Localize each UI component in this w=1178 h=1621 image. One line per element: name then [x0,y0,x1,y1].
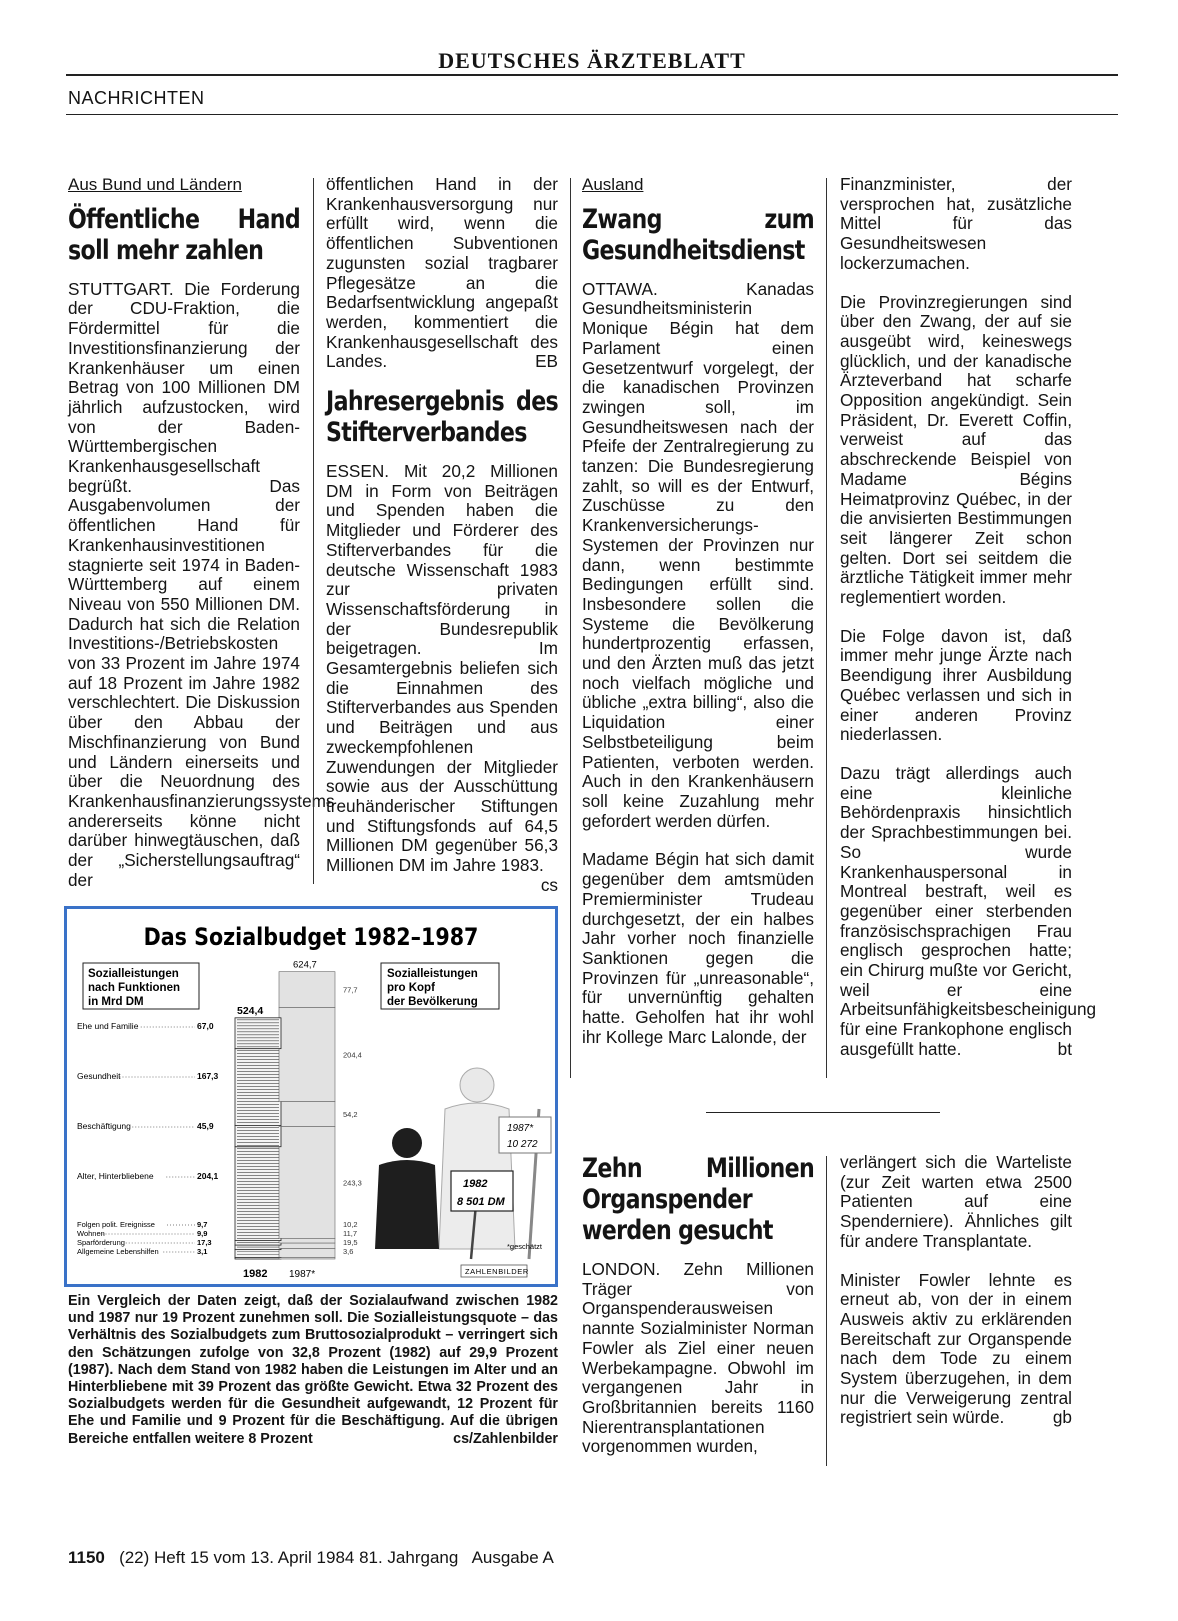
segment-value-1987: 243,3 [343,1178,362,1188]
figure-1982-body [375,1160,439,1249]
segment-value-1987: 54,2 [343,1109,358,1119]
article1-body: STUTTGART. Die Forderung der CDU-Fraktion, die Fördermittel für die Investitionsfinanzierung der Krankenhäuser um einen Betrag von 100 Millionen DM jährlich aufzustocken, wird von der Baden-Württembergischen Krankenhausgesellschaft begrüßt. Das Ausgabenvolumen der öffentlichen Hand für Krankenhausinvestitionen stagnierte seit 1974 in Baden-Württemberg auf einem Niveau von 550 Millionen DM. Dadurch hat sich die Relation Investitions-/Betriebskosten von 33 Prozent im Jahre 1974 auf 18 Prozent im Jahre 1982 verschlechtert. Die Diskussion über den Abbau der Mischfinanzierung von Bund und Ländern einerseits und über die Neuordnung des Krankenhausfinanzierungssystems andererseits könne nicht darüber hinwegtäuschen, daß der „Sicherstellungsauftrag“ der [68,278,335,890]
article1-continuation: öffentlichen Hand in der Krankenhausversorgung nur erfüllt wird, wenn die öffentlichen Subventionen zugunsten sozial tragbarer Pflegesätze an die Bedarfsentwicklung angepaßt werden, kommentiert die Krankenhausgesellschaft des Landes. [326,174,558,372]
chart-caption [68,1293,558,1448]
headline-article3: Zwang zum Gesundheitsdienst [582,203,815,266]
per-capita-value-1982: 8 501 DM [457,1196,505,1208]
segment-value-1987: 11,7 [343,1229,358,1238]
bar-segment-1987 [279,1238,335,1243]
article4-paragraph: verlängert sich die Warteliste (zur Zeit warten etwa 2500 Patienten auf eine Spenderniere). Ähnliches gilt für andere Transplantate. [840,1152,1072,1251]
segment-label: Beschäftigung [77,1121,131,1131]
column-3 [582,175,814,1047]
right-label-line: pro Kopf [387,982,435,994]
section-rule [66,114,1118,115]
bar-segment-1987 [279,1007,335,1101]
segment-label: Ehe und Familie [77,1021,139,1031]
segment-value-1987: 10,2 [343,1220,358,1229]
caption-text: Ein Vergleich der Daten zeigt, daß der Sozialaufwand zwischen 1982 und 1987 nur 19 Prozent zunehmen soll. Die Sozialleistungsquote – das Verhältnis des Sozialbudgets zum Bruttosozialprodukt – verringert sich den Schätzungen zufolge von 32,8 Prozent (1982) auf 29,9 Prozent (1987). Nach dem Stand von 1982 haben die Leistungen im Alter und an Hinterbliebene mit 39 Prozent das größte Gewicht. Etwa 32 Prozent des Sozialbudgets werden für die Gesundheit aufgewandt, 12 Prozent für Ehe und Familie und 9 Prozent für die Beschäftigung. Auf die übrigen Bereiche entfallen weitere 8 Prozent [68,1293,558,1447]
caption-source: cs/Zahlenbilder [453,1430,558,1447]
article2-signature: cs [540,874,558,895]
column-4 [840,174,1097,1060]
left-label-line: nach Funktionen [88,982,180,994]
article3-paragraph: OTTAWA. Kanadas Gesundheitsministerin Monique Bégin hat dem Parlament einen Gesetzentwurf vorgelegt, der die kanadischen Provinzen zwingen soll, im Gesundheitswesen nach der Pfeife der Zentralregierung zu tanzen: Die Bundesregierung zahlt, so will es der Entwurf, Zuschüsse zu den Krankenversicherungs-Systemen der Provinzen nur dann, wenn bestimmte Bedingungen erfüllt sind. Insbesondere sollen die Systeme die Bevölkerung hundertprozentig erfassen, und den Ärzten muß das jetzt noch vielfach mögliche und übliche „extra billing“, also die Liquidation einer Selbstbeteiligung beim Patienten, verboten werden. Auch in den Krankenhäusern soll keine Zuzahlung mehr gefordert werden dürfen. [582,278,814,831]
article3-paragraph: Die Folge davon ist, daß immer mehr junge Ärzte nach Beendigung ihrer Ausbildung Québec verlassen und sich in einer anderen Provinz niederlassen. [840,625,1072,745]
segment-value-1982: 17,3 [197,1238,212,1247]
chart-title: Das Sozialbudget 1982–1987 [143,923,479,952]
segment-value-1987: 19,5 [343,1238,358,1247]
edition: Ausgabe A [471,1548,554,1567]
x-label-1982: 1982 [243,1268,268,1280]
rubric-domestic: Aus Bund und Ländern [68,175,242,194]
per-capita-year-1982: 1982 [463,1178,488,1190]
x-label-1987: 1987* [289,1269,316,1280]
article4-signature: gb [1052,1407,1072,1428]
article3-paragraph: Die Provinzregierungen sind über den Zwang, der auf sie ausgeübt wird, keineswegs glücklich, und der kanadische Ärzteverband hat scharfe Opposition angekündigt. Sein Präsident, Dr. Everett Coffin, verweist auf das abschreckende Beispiel von Madame Bégins Heimatprovinz Québec, in der die anvisierten Bestimmungen seit längerer Zeit schon gelten. Dort sei seitdem die ärztliche Tätigkeit immer mehr reglementiert worden. [840,291,1072,608]
total-1982: 524,4 [237,1004,264,1017]
segment-label: Wohnen [77,1229,105,1238]
segment-label: Folgen polit. Ereignisse [77,1220,155,1229]
total-1987: 624,7 [293,959,317,971]
per-capita-value-1987: 10 272 [507,1139,538,1150]
article4-paragraph: Minister Fowler lehnte es erneut ab, von der in einem Ausweis aktiv zu erklärenden Bereitschaft zur Organspende nach dem Tode zu einem System überzugehen, in dem nur die Verweigerung zentral registriert sein würde. [840,1269,1072,1428]
bar-segment-1982 [235,1126,281,1147]
bar-segment-1987 [279,1101,335,1126]
article3-paragraph: Finanzminister, der versprochen hat, zusätzliche Mittel für das Gesundheitswesen lockerzumachen. [840,174,1072,273]
bar-segment-1987 [279,972,335,1008]
chart-canvas [67,909,555,1284]
column-3-lower [582,1153,814,1457]
segment-label: Gesundheit [77,1071,121,1081]
segment-value-1982: 204,1 [197,1171,219,1181]
headline-article4: Zehn Millionen Organspender werden gesucht [582,1153,815,1246]
segment-value-1982: 3,1 [197,1247,208,1256]
page-footer [68,1548,554,1568]
segment-value-1982: 167,3 [197,1071,219,1081]
column-divider [826,1156,827,1466]
segment-value-1982: 9,9 [197,1229,208,1238]
segment-label: Alter, Hinterbliebene [77,1171,154,1181]
segment-label: Sparförderung [77,1238,125,1247]
article1-signature: EB [535,351,558,372]
bar-segment-1982 [235,1049,281,1126]
segment-value-1982: 9,7 [197,1220,208,1229]
column-1 [68,175,335,891]
article3-paragraph: Madame Bégin hat sich damit gegenüber dem amtsmüden Premierminister Trudeau durchgesetzt, der ein halbes Jahr vorher noch finanzielle Sanktionen gegen die Provinzen für „unreasonable“, für unvernünftig gehalten hatte. Geholfen hat ihr wohl ihr Kollege Marc Lalonde, der [582,849,814,1047]
article-separator [706,1112,940,1113]
masthead-rule [66,74,1118,76]
page-number: 1150 [68,1548,105,1567]
segment-value-1987: 3,6 [343,1247,354,1256]
headline-article2: Jahresergebnis des Stifterverbandes [326,386,559,449]
segment-value-1987: 77,7 [343,985,358,995]
headline-article1: Öffentliche Hand soll mehr zahlen [68,203,301,266]
article4-paragraph: LONDON. Zehn Millionen Träger von Organspenderausweisen nannte Sozialminister Norman Fowler als Ziel einer neuen Werbekampagne. Obwohl im vergangenen Jahr in Großbritannien bereits 1160 Nierentransplantationen vorgenommen wurden, [582,1259,814,1457]
chart-note: *geschätzt [507,1242,543,1251]
sozialbudget-chart [64,906,558,1287]
per-capita-year-1987: 1987* [507,1123,534,1134]
chart-source: ZAHLENBILDER [465,1267,529,1276]
bar-segment-1987 [279,1243,335,1248]
column-divider [313,178,314,884]
right-label-line: Sozialleistungen [387,968,478,980]
article3-paragraph: Dazu trägt allerdings auch eine kleinliche Behördenpraxis hinsichtlich der Sprachbestimmungen bei. So wurde Krankenhauspersonal in Montreal bestraft, weil es gegenüber einer sterbenden französischsprachigen Frau englisch gesprochen hatte; ein Chirurg mußte vor Gericht, weil er eine Arbeitsunfähigkeitsbescheinigung für eine Frankophone englisch ausgefüllt hatte. [840,762,1097,1059]
column-4-lower [840,1153,1072,1428]
section-label: NACHRICHTEN [68,88,205,108]
column-divider [570,178,571,1078]
segment-label: Allgemeine Lebenshilfen [77,1247,159,1256]
figure-1982-head [392,1128,422,1158]
column-divider [826,178,827,1078]
article2-body: ESSEN. Mit 20,2 Millionen DM in Form von Beiträgen und Spenden haben die Mitglieder und Förderer des Stifterverbandes für die deutsche Wissenschaft 1983 zur privaten Wissenschaftsförderung in der Bundesrepublik beigetragen. Im Gesamtergebnis beliefen sich die Einnahmen des Stifterverbandes aus Spenden und Beiträgen und aus zweckempfohlenen Zuwendungen der Mitglieder sowie aus der Ausschüttung treuhänderischer Stiftungen und Stiftungsfonds auf 64,5 Millionen DM gegenüber 56,3 Millionen DM im Jahre 1983. [326,461,558,876]
segment-value-1982: 45,9 [197,1121,214,1131]
segment-value-1987: 204,4 [343,1050,362,1060]
left-label-line: Sozialleistungen [88,968,179,980]
bar-segment-1987 [279,1248,335,1257]
left-label-line: in Mrd DM [88,996,144,1008]
right-label-line: der Bevölkerung [387,996,478,1008]
issue-info: (22) Heft 15 vom 13. April 1984 81. Jahrgang [119,1548,459,1567]
segment-value-1982: 67,0 [197,1021,214,1031]
figure-1987-head [460,1068,494,1102]
bar-segment-1987 [279,1126,335,1238]
bar-segment-1982 [235,1250,281,1258]
rubric-abroad: Ausland [582,175,644,194]
article3-signature: bt [1057,1038,1072,1059]
masthead: DEUTSCHES ÄRZTEBLATT [438,48,746,73]
column-2 [326,175,558,896]
